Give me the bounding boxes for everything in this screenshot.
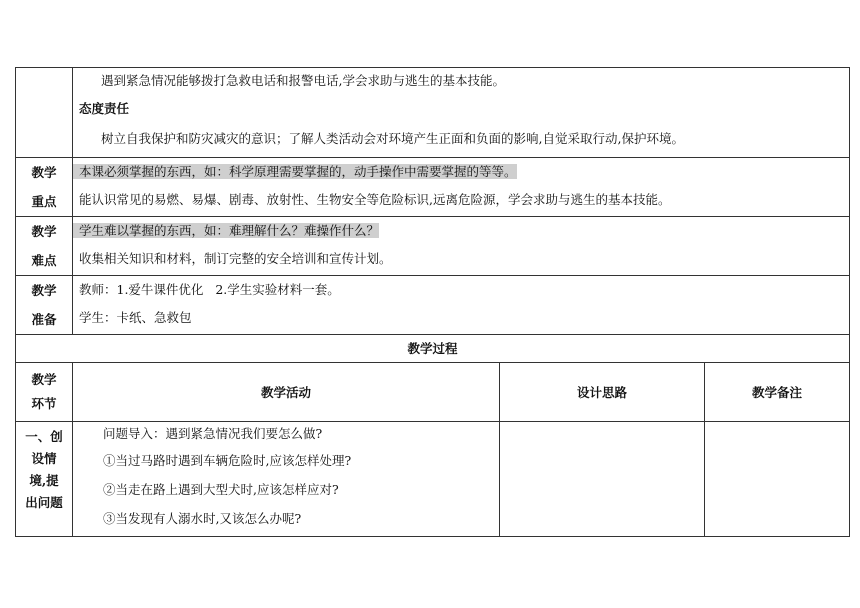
notes-header: 教学备注 xyxy=(705,363,850,422)
preparation-student: 学生：卡纸、急救包 xyxy=(79,310,192,325)
difficulties-cell xyxy=(73,217,850,276)
activity-line: ①当过马路时遇到车辆危险时,应该怎样处理? xyxy=(103,453,352,468)
key-points-label-line: 重点 xyxy=(31,194,57,209)
stage-line: 出问题 xyxy=(25,495,63,510)
stage-header-line: 教学 xyxy=(31,372,57,387)
preparation-cell xyxy=(73,276,850,335)
notes-cell xyxy=(705,422,850,537)
key-points-hint: 本课必须掌握的东西，如：科学原理需要掌握的，动手操作中需要掌握的等等。 xyxy=(73,164,517,179)
objectives-row xyxy=(16,68,850,158)
key-points-label-line: 教学 xyxy=(31,165,57,180)
lesson-plan-table xyxy=(15,67,850,537)
stage-line: 设情 xyxy=(31,451,57,466)
difficulties-label-line: 难点 xyxy=(31,253,57,268)
key-points-content: 能认识常见的易燃、易爆、剧毒、放射性、生物安全等危险标识,远离危险源，学会求助与逃生的基本技能。 xyxy=(79,192,671,207)
preparation-row xyxy=(16,276,850,335)
preparation-label xyxy=(16,276,73,335)
process-row xyxy=(16,422,850,537)
activity-line: ③当发现有人溺水时,又该怎么办呢? xyxy=(103,511,302,526)
key-points-label xyxy=(16,158,73,217)
process-header-row xyxy=(16,363,850,422)
stage-line: 境,提 xyxy=(29,473,59,488)
attitude-heading: 态度责任 xyxy=(79,101,130,116)
preparation-teacher: 教师：1.爱牛课件优化 2.学生实验材料一套。 xyxy=(79,282,340,297)
process-title-row xyxy=(16,335,850,363)
difficulties-content: 收集相关知识和材料，制订完整的安全培训和宣传计划。 xyxy=(79,251,392,266)
preparation-label-line: 教学 xyxy=(31,283,57,298)
design-cell xyxy=(500,422,705,537)
lesson-plan-page xyxy=(15,67,849,537)
difficulties-hint: 学生难以掌握的东西，如：难理解什么？难操作什么？ xyxy=(73,223,379,238)
stage-header-line: 环节 xyxy=(31,396,57,411)
process-title: 教学过程 xyxy=(16,335,850,363)
activity-cell xyxy=(73,422,500,537)
objectives-label-cell xyxy=(16,68,73,158)
stage-line: 一、创 xyxy=(25,429,63,444)
design-header: 设计思路 xyxy=(500,363,705,422)
key-points-row xyxy=(16,158,850,217)
objective-line: 树立自我保护和防灾减灾的意识；了解人类活动会对环境产生正面和负面的影响,自觉采取行动,保护环境。 xyxy=(101,131,684,146)
activity-line: ②当走在路上遇到大型犬时,应该怎样应对? xyxy=(103,482,339,497)
objectives-cell xyxy=(73,68,850,158)
difficulties-hint-line xyxy=(73,217,849,245)
key-points-cell xyxy=(73,158,850,217)
difficulties-label-line: 教学 xyxy=(31,224,57,239)
preparation-label-line: 准备 xyxy=(31,312,57,327)
stage-header xyxy=(16,363,73,422)
key-points-hint-line xyxy=(73,158,849,186)
objective-line: 遇到紧急情况能够拨打急救电话和报警电话,学会求助与逃生的基本技能。 xyxy=(101,73,505,88)
activity-line: 问题导入：遇到紧急情况我们要怎么做? xyxy=(103,426,323,441)
activity-header: 教学活动 xyxy=(73,363,500,422)
difficulties-label xyxy=(16,217,73,276)
stage-cell xyxy=(16,422,73,537)
difficulties-row xyxy=(16,217,850,276)
